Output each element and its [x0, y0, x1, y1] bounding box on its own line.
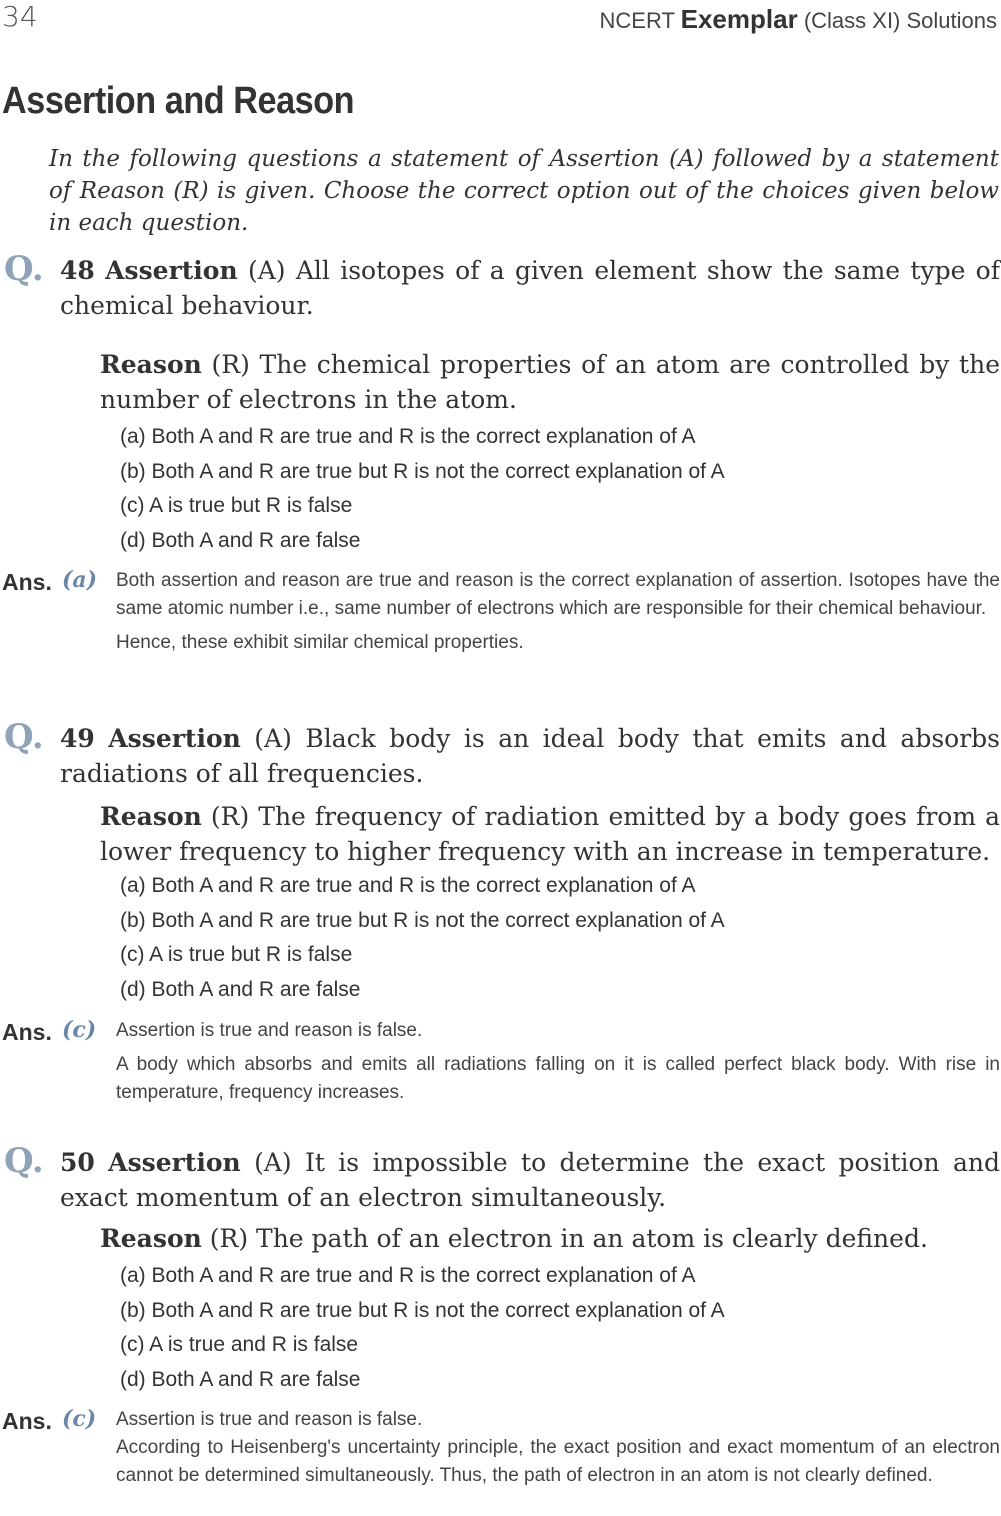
question-number: 50 — [60, 1148, 95, 1177]
reason-body: (R) The path of an electron in an atom is clearly defined. — [201, 1224, 928, 1253]
option-c: (c) A is true but R is false — [120, 943, 353, 966]
answer-explanation — [116, 1017, 1000, 1107]
answer-label: Ans. — [2, 569, 52, 595]
reason-label: Reason — [100, 802, 202, 831]
option-b: (b) Both A and R are true but R is not the correct explanation of A — [120, 908, 725, 932]
assertion-text — [60, 721, 1000, 791]
assertion-label: Assertion — [105, 256, 238, 285]
book-title — [600, 4, 997, 35]
reason-label: Reason — [100, 350, 202, 379]
reason-body: (R) The chemical properties of an atom are controlled by the number of electrons in the atom. — [100, 350, 1000, 414]
section-instructions: In the following questions a statement of Assertion (A) followed by a statement of Reason (R) is given. Choose the correct option out of the choices given below in each question. — [49, 146, 999, 236]
reason-text — [100, 347, 1000, 417]
book-title-suffix: (Class XI) Solutions — [797, 8, 997, 33]
option-d: (d) Both A and R are false — [120, 977, 361, 1001]
page-number: 34 — [2, 0, 38, 33]
option-b: (b) Both A and R are true but R is not the correct explanation of A — [120, 459, 725, 483]
question-number: 48 — [60, 256, 95, 285]
answer-line: Hence, these exhibit similar chemical properties. — [116, 632, 524, 653]
answer-label: Ans. — [2, 1408, 52, 1434]
question-mark-icon: Q. — [4, 1141, 44, 1181]
option-a: (a) Both A and R are true and R is the correct explanation of A — [120, 874, 696, 897]
book-title-prefix: NCERT — [599, 8, 681, 33]
assertion-label: Assertion — [108, 1148, 241, 1177]
assertion-body: (A) All isotopes of a given element show the same type of chemical behaviour. — [60, 256, 1000, 320]
answer-line: Assertion is true and reason is false. — [116, 1020, 423, 1041]
reason-text — [100, 1221, 1000, 1256]
answer-explanation — [116, 1406, 1000, 1490]
answer-explanation — [116, 567, 1000, 657]
assertion-body: (A) Black body is an ideal body that emits and absorbs radiations of all frequencies. — [60, 724, 1000, 788]
section-title: Assertion and Reason — [2, 80, 355, 122]
option-c: (c) A is true but R is false — [120, 494, 353, 517]
reason-text — [100, 799, 1000, 869]
answer-line: According to Heisenberg's uncertainty principle, the exact position and exact momentum of an electron cannot be determined simultaneously. Thus, the path of electron in an atom is not clearly defined. — [116, 1437, 1000, 1486]
assertion-text — [60, 1145, 1000, 1215]
question-mark-icon: Q. — [4, 717, 44, 757]
reason-body: (R) The frequency of radiation emitted by a body goes from a lower frequency to higher frequency with an increase in temperature. — [100, 802, 1000, 866]
option-c: (c) A is true and R is false — [120, 1333, 359, 1356]
options-list — [120, 1259, 980, 1397]
reason-label: Reason — [100, 1224, 202, 1253]
assertion-label: Assertion — [108, 724, 241, 753]
option-a: (a) Both A and R are true and R is the correct explanation of A — [120, 1264, 696, 1287]
assertion-body: (A) It is impossible to determine the exact position and exact momentum of an electron simultaneously. — [60, 1148, 1001, 1212]
answer-line: A body which absorbs and emits all radiations falling on it is called perfect black body. With rise in temperature, frequency increases. — [116, 1054, 1000, 1103]
answer-line: Assertion is true and reason is false. — [116, 1409, 423, 1430]
question-mark-icon: Q. — [4, 249, 44, 289]
answer-letter: (c) — [62, 1406, 97, 1432]
answer-letter: (c) — [62, 1017, 97, 1043]
book-title-strong: Exemplar — [680, 4, 798, 34]
options-list — [120, 869, 980, 1007]
option-d: (d) Both A and R are false — [120, 1367, 361, 1391]
question-number: 49 — [60, 724, 95, 753]
page-header — [0, 0, 1001, 40]
option-b: (b) Both A and R are true but R is not the correct explanation of A — [120, 1298, 725, 1322]
options-list — [120, 420, 980, 558]
answer-letter: (a) — [62, 567, 98, 593]
answer-line: Both assertion and reason are true and reason is the correct explanation of assertion. Isotopes have the same atomic number i.e., same number of electrons which are responsible for their chemical behaviour. — [116, 570, 1000, 619]
option-d: (d) Both A and R are false — [120, 528, 361, 552]
answer-label: Ans. — [2, 1019, 52, 1045]
assertion-text — [60, 253, 1000, 323]
option-a: (a) Both A and R are true and R is the correct explanation of A — [120, 425, 696, 448]
